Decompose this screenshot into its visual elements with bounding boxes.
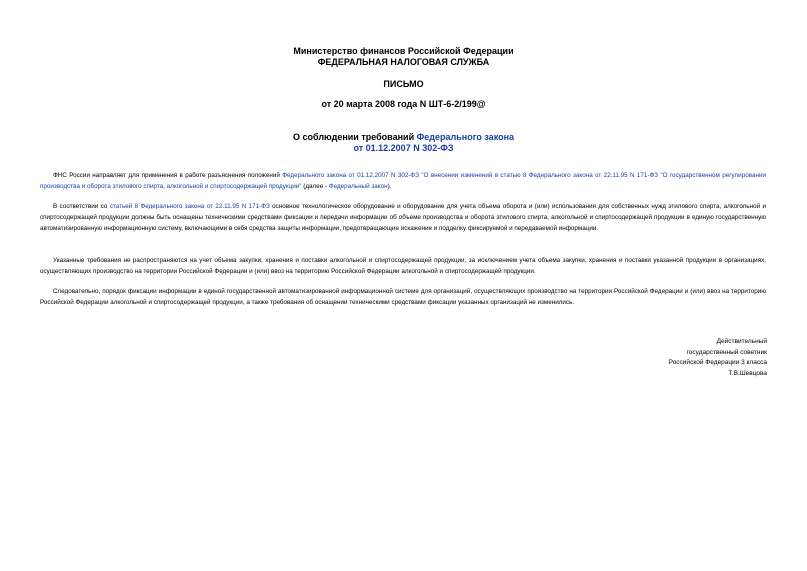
paragraph-4-text: Следовательно, порядок фиксации информации в единой государственной автоматизированной информационной системе для организаций, осуществляющих производство на территории Российской Федерации и (или) ввоз на территорию Российской Федерации алкогольной и спиртосодержащей продукции, а также требования об оснащении техническими средствами фиксации указанных организаций не изменились. [40,288,766,306]
subject-prefix: О соблюдении требований [292,132,417,142]
signature-line-3: Российской Федерации 3 класса [668,359,767,366]
paragraph-2-text-a: В соответствии со [53,203,110,210]
subject-law-link-number[interactable]: от 01.12.2007 N 302-ФЗ [353,143,454,153]
paragraph-1-text-a: ФНС России направляет для применения в работе разъяснения положений [53,172,283,179]
service-title: ФЕДЕРАЛЬНАЯ НАЛОГОВАЯ СЛУЖБА [317,57,490,67]
document-subject [0,132,807,143]
ministry-title: Министерство финансов Российской Федерации [293,46,514,56]
subject-law-link[interactable]: Федерального закона [416,132,515,142]
signature-block [567,337,767,379]
document-subject-line2 [0,143,807,154]
document-type: ПИСЬМО [383,79,424,89]
paragraph-1-text-b: (далее - [301,183,329,190]
signature-name: Т.В.Шевцова [728,369,767,377]
paragraph-3 [40,255,766,277]
document-date: от 20 марта 2008 года N ШТ-6-2/199@ [321,99,486,109]
law-302-link[interactable]: Федерального закона от 01.12.2007 N 302-ФЗ "О внесении изменений в статью 8 Федерального закона от 22.11.95 N 171-ФЗ "О государственном регулировании производства и оборота этилового спирта, алкогольной и спиртосодержащей продукции" [40,172,766,190]
paragraph-2-text-b: основное технологическое оборудование и оборудование для учета объема оборота и (или) использования для собственных нужд этилового спирта, алкогольной и спиртосодержащей продукции должны быть оснащены техническими средствами фиксации и передачи информации об объеме производства и оборота этилового спирта, алкогольной и спиртосодержащей продукции в единую государственную автоматизированную информационную систему, включающими в себя средства защиты информации, предотвращающие искажение и подделку фиксируемой и передаваемой информации. [40,203,766,232]
paragraph-2 [40,201,766,234]
paragraph-3-text: Указанные требования не распространяются на учет объема закупки, хранения и поставки алкогольной и спиртосодержащей продукции, за исключением учета объема закупки, хранения и поставки указанной продукции в организациях, осуществляющих производство на территории Российской Федерации и (или) ввоз на территорию Российской Федерации алкогольной и спиртосодержащей продукции. [40,257,766,275]
article-8-link[interactable]: статьей 8 Федерального закона от 22.11.95 N 171-ФЗ [109,203,270,210]
paragraph-1-text-c: ). [387,183,392,190]
signature-line-1: Действительный [716,338,767,345]
paragraph-4 [40,286,766,308]
federal-law-link[interactable]: Федеральный закон [328,183,388,190]
signature-line-2: государственный советник [686,348,767,356]
paragraph-1 [40,170,766,192]
